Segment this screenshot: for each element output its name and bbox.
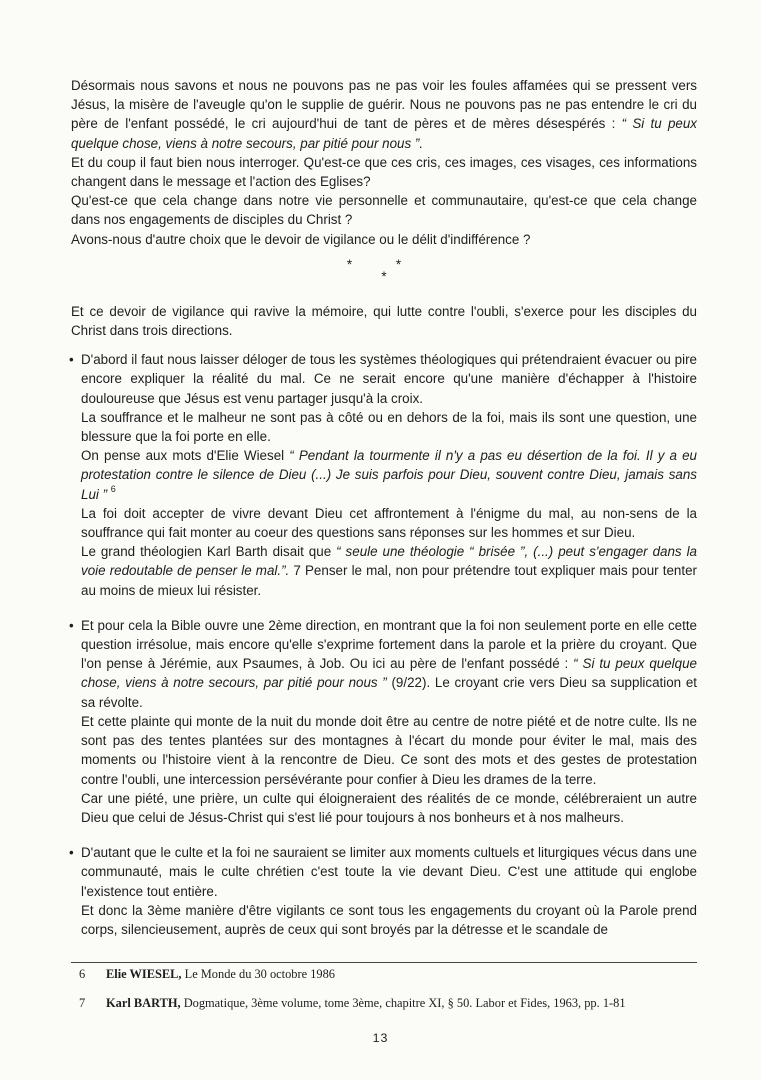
quote-father-2: “ Si tu peux quelque chose, viens à notre secours, par pitié pour nous ”	[81, 656, 697, 691]
bullet3-p2: Et donc la 3ème manière d'être vigilants ce sont tous les engagements du croyant où la Parole prend corps, silencieusement, auprès de ceux qui sont broyés par la détresse et le scandale de	[81, 902, 697, 937]
footnote-author: Karl BARTH,	[106, 996, 181, 1010]
bullet2-p1	[81, 616, 697, 712]
bullet1-p2: La souffrance et le malheur ne sont pas à côté ou en dehors de la foi, mais ils sont une question, une blessure que la foi porte en elle.	[81, 409, 697, 445]
text-span: 7 Penser le mal, non pour prétendre tout expliquer mais pour tenter au moins de mieux lui résister.	[81, 563, 697, 598]
bullet1-p5	[81, 542, 697, 600]
separator-stars: * *	[346, 256, 422, 272]
quote-father: “ Si tu peux quelque chose, viens à notre secours, par pitié pour nous ”.	[71, 116, 698, 151]
text-span: Et pour cela la Bible ouvre une 2ème direction, en montrant que la foi non seulement porte en elle cette question irrésolue, mais encore qu'elle s'exprime fortement dans la parole et la prière du croyant. Que l'on pense à Jérémie, aux Psaumes, à Job. Ou ici au père de l'enfant possédé :	[81, 617, 697, 672]
quote-barth: “ seule une théologie “ brisée ”, (...) peut s'engager dans la voie redoutable de penser le mal.”.	[81, 544, 698, 579]
text-span: (9/22). Le croyant crie vers Dieu sa supplication et sa révolte.	[81, 675, 697, 710]
bullet1-p3	[81, 446, 697, 504]
page-number: 13	[372, 1031, 389, 1045]
paragraph-three-directions: Et ce devoir de vigilance qui ravive la mémoire, qui lutte contre l'oubli, s'exerce pour les disciples du Christ dans trois directions.	[71, 303, 697, 339]
bullet1-p4: La foi doit accepter de vivre devant Dieu cet affrontement à l'énigme du mal, au non-sens de la souffrance qui fait monter au coeur des questions sans réponses sur les hommes et sur Dieu.	[81, 505, 697, 541]
footnote-ref-6: 6	[110, 483, 116, 494]
bullet2-p2: Et cette plainte qui monte de la nuit du monde doit être au centre de notre piété et de notre culte. Ils ne sont pas des tentes plantées sur des montagnes à l'écart du monde pour éviter le mal, mais des moments ou l'histoire vient à la rencontre de Dieu. Ce sont des mots et des gestes de protestation contre l'oubli, une intercession persévérante pour confier à Dieu les drames de la terre.	[81, 713, 697, 787]
body-text	[71, 76, 697, 939]
paragraph-choice: Avons-nous d'autre choix que le devoir de vigilance ou le délit d'indifférence ?	[71, 231, 531, 247]
paragraph-questions: Et du coup il faut bien nous interroger. Qu'est-ce que ces cris, ces images, ces visages, ces informations changent dans le message et l'action des Eglises?	[71, 154, 697, 190]
bullet1-p1: • D'abord il faut nous laisser déloger de tous les systèmes théologiques qui prétendraient évacuer ou pire encore expliquer la réalité du mal. Ce ne serait encore qu'une manière d'échapper à l'histoire douloureuse que Jésus est venu partager jusqu'à la croix.	[81, 352, 697, 406]
footnote-6	[71, 967, 697, 982]
footnote-text: Dogmatique, 3ème volume, tome 3ème, chapitre XI, § 50. Labor et Fides, 1963, pp. 1-81	[180, 996, 626, 1010]
bullet-second-direction	[71, 616, 697, 827]
footnote-number: 7	[79, 996, 86, 1010]
paragraph-change: Qu'est-ce que cela change dans notre vie personnelle et communautaire, qu'est-ce que cela change dans nos engagements de disciples du Christ ?	[71, 193, 697, 228]
text-span: On pense aux mots d'Elie Wiesel	[81, 448, 290, 464]
footnote-7	[71, 996, 697, 1011]
separator-star: *	[381, 268, 387, 284]
footnote-author: Elie WIESEL,	[106, 967, 182, 981]
text-span: Désormais nous savons et nous ne pouvons pas ne pas voir les foules affamées qui se pressent vers Jésus, la misère de l'aveugle qu'on le supplie de guérir. Nous ne pouvons pas ne pas entendre le cri du père de l'enfant possédé, le cri aujourd'hui de tant de pères et de mères désespérés :	[71, 78, 697, 132]
footnotes	[71, 962, 697, 1011]
bullet-first-direction	[71, 350, 697, 600]
bullet3-p1: • D'autant que le culte et la foi ne sauraient se limiter aux moments cultuels et liturgiques vécus dans une communauté, mais le culte chrétien c'est toute la vie devant Dieu. C'est une attitude qui englobe l'existence tout entière.	[81, 845, 697, 899]
paragraph-intro-crowds	[71, 76, 697, 153]
text-span: Le grand théologien Karl Barth disait que	[81, 544, 337, 560]
bullet-third-direction	[71, 843, 697, 939]
bullet2-p3: Car une piété, une prière, un culte qui éloigneraient des réalités de ce monde, célébreraient un autre Dieu que celui de Jésus-Christ qui s'est lié pour toujours à nos bonheurs et à nos malheurs.	[81, 790, 697, 825]
footnote-number: 6	[79, 967, 86, 981]
footnote-text: Le Monde du 30 octobre 1986	[181, 967, 336, 981]
quote-wiesel: “ Pendant la tourmente il n'y a pas eu désertion de la foi. Il y a eu protestation contre le silence de Dieu (...) Je suis parfois pour Dieu, souvent contre Dieu, jamais sans Lui ”	[81, 448, 697, 502]
